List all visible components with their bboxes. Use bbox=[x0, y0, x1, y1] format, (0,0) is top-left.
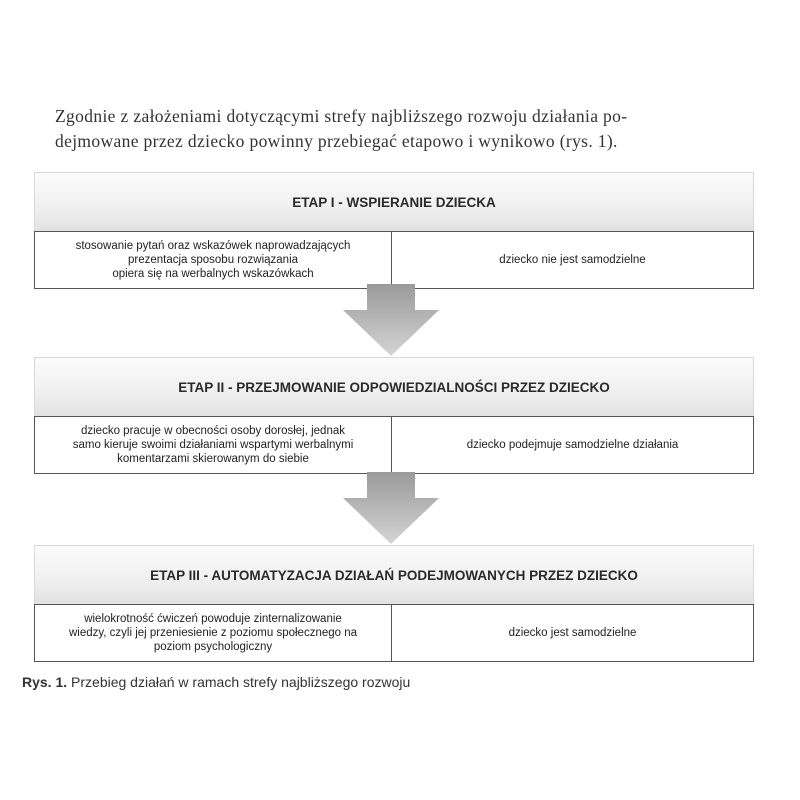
stage-3-header bbox=[34, 545, 754, 604]
stage-1-title: ETAP I - WSPIERANIE DZIECKA bbox=[292, 194, 496, 210]
stage-3-action-line: poziom psychologiczny bbox=[153, 641, 273, 653]
stage-3-title: ETAP III - AUTOMATYZACJA DZIAŁAŃ PODEJMOWANYCH PRZEZ DZIECKO bbox=[150, 567, 638, 583]
stage-3-outcome bbox=[392, 605, 753, 661]
caption-text: Przebieg działań w ramach strefy najbliższego rozwoju bbox=[67, 674, 411, 690]
stage-2-header bbox=[34, 357, 754, 416]
intro-paragraph bbox=[55, 104, 755, 154]
down-arrow-icon bbox=[343, 284, 439, 356]
stage-2-body bbox=[34, 416, 754, 474]
stage-1 bbox=[34, 172, 754, 289]
intro-line-1: Zgodnie z założeniami dotyczącymi strefy najbliższego rozwoju działania po- bbox=[55, 106, 628, 126]
stage-1-outcome-text: dziecko nie jest samodzielne bbox=[499, 254, 646, 266]
stage-1-actions bbox=[35, 232, 392, 288]
stage-1-action-line: stosowanie pytań oraz wskazówek naprowadzających bbox=[75, 240, 351, 252]
stage-1-body bbox=[34, 231, 754, 289]
stage-2-action-line: dziecko pracuje w obecności osoby dorosłej, jednak bbox=[80, 425, 345, 437]
intro-line-2: dejmowane przez dziecko powinny przebiegać etapowo i wynikowo (rys. 1). bbox=[55, 131, 618, 151]
stage-2-action-line: komentarzami skierowanym do siebie bbox=[117, 453, 309, 465]
stage-2-outcome-text: dziecko podejmuje samodzielne działania bbox=[466, 439, 679, 451]
stage-3-outcome-text: dziecko jest samodzielne bbox=[508, 627, 637, 639]
stage-2-title: ETAP II - PRZEJMOWANIE ODPOWIEDZIALNOŚCI PRZEZ DZIECKO bbox=[178, 379, 610, 395]
stage-1-outcome bbox=[392, 232, 753, 288]
caption-label: Rys. 1. bbox=[22, 674, 68, 690]
stage-3-action-line: wielokrotność ćwiczeń powoduje zinternalizowanie bbox=[84, 613, 342, 625]
stage-3-body bbox=[34, 604, 754, 662]
stage-3 bbox=[34, 545, 754, 662]
stage-1-action-line: opiera się na werbalnych wskazówkach bbox=[112, 268, 314, 280]
stage-2-outcome bbox=[392, 417, 753, 473]
stage-2 bbox=[34, 357, 754, 474]
down-arrow-icon bbox=[343, 472, 439, 544]
stage-1-action-line: prezentacja sposobu rozwiązania bbox=[127, 254, 299, 266]
stage-2-action-line: samo kieruje swoimi działaniami wspartymi werbalnymi bbox=[72, 439, 354, 451]
stage-2-actions bbox=[35, 417, 392, 473]
stage-1-header bbox=[34, 172, 754, 231]
figure-caption bbox=[22, 674, 410, 690]
stage-3-action-line: wiedzy, czyli jej przeniesienie z poziomu społecznego na bbox=[68, 627, 358, 639]
stage-3-actions bbox=[35, 605, 392, 661]
